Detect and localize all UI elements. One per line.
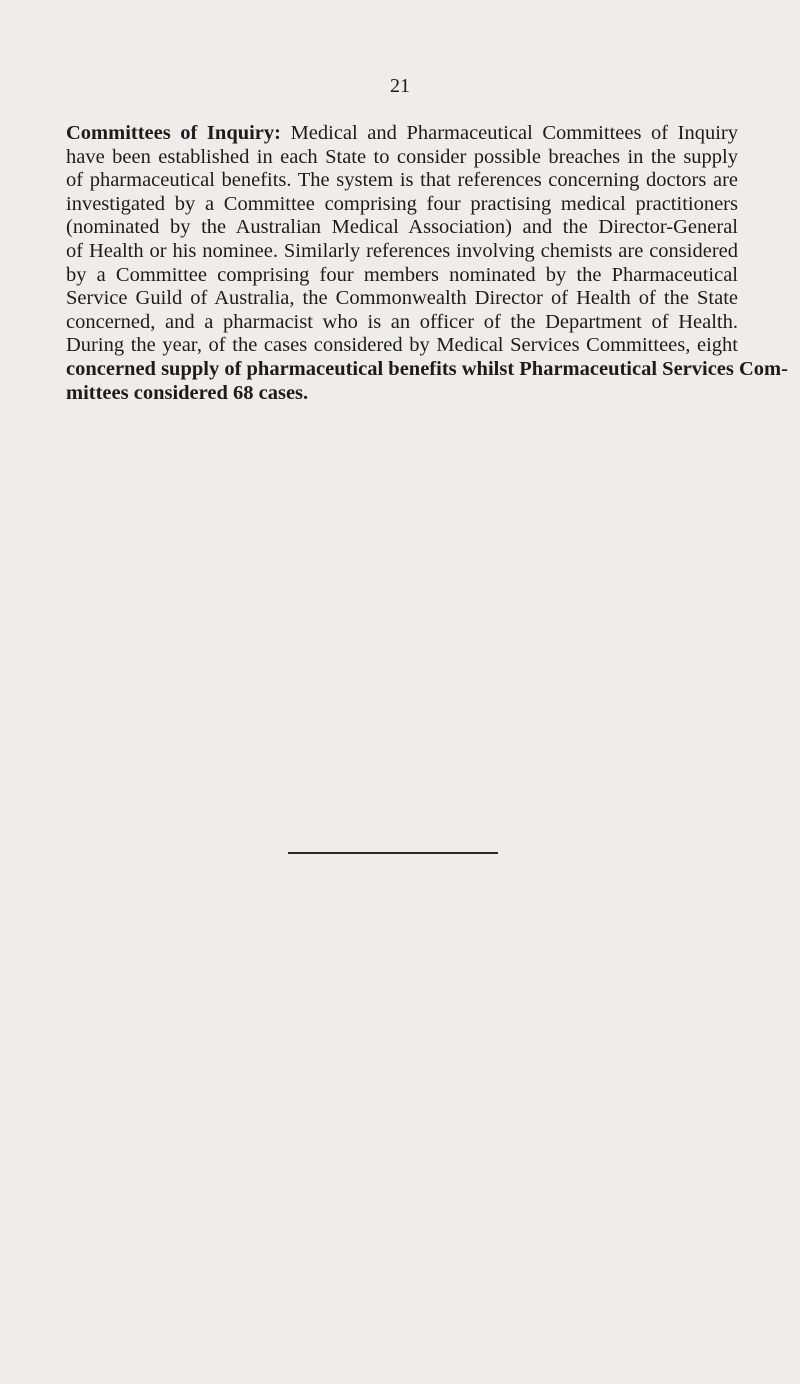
text-line: (nominated by the Australian Medical Association) and the Director-General [66, 216, 738, 239]
text-line-content: Medical and Pharmaceutical Committees of Inquiry [281, 122, 738, 144]
text-line: Service Guild of Australia, the Commonwealth Director of Health of the State [66, 287, 738, 310]
text-line: concerned, and a pharmacist who is an officer of the Department of Health. [66, 310, 738, 333]
text-line: investigated by a Committee comprising four practising medical practitioners [66, 192, 738, 215]
text-line: mittees considered 68 cases. [66, 381, 309, 404]
text-line: have been established in each State to consider possible breaches in the supply [66, 145, 738, 168]
page-number: 21 [390, 75, 410, 97]
text-line: by a Committee comprising four members nominated by the Pharmaceutical [66, 263, 738, 286]
run-in-heading: Committees of Inquiry: [66, 122, 281, 144]
committees-of-inquiry-paragraph [66, 122, 788, 405]
section-divider [288, 852, 498, 854]
text-line: During the year, of the cases considered by Medical Services Committees, eight [66, 334, 738, 357]
text-line: of Health or his nominee. Similarly references involving chemists are considered [66, 239, 738, 262]
text-line: concerned supply of pharmaceutical benefits whilst Pharmaceutical Services Com- [66, 357, 788, 380]
text-line [66, 122, 738, 146]
text-line: of pharmaceutical benefits. The system is that references concerning doctors are [66, 169, 738, 192]
